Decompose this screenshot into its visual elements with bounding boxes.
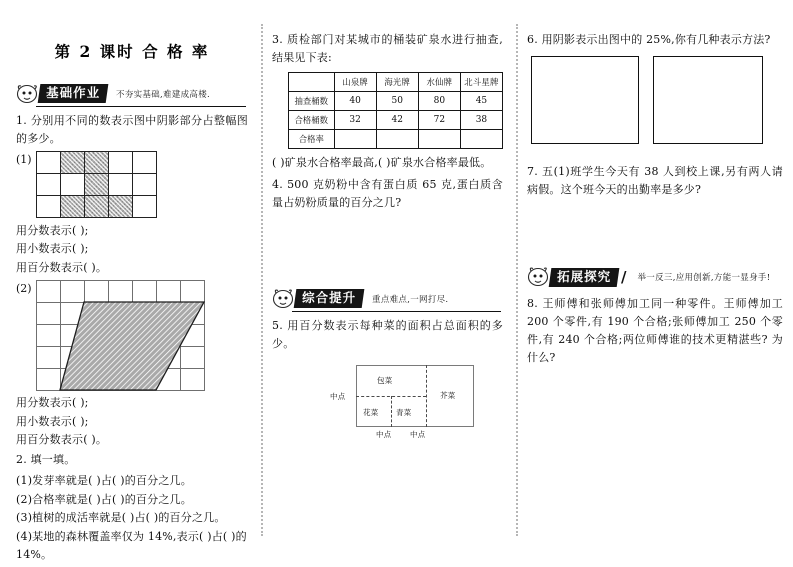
- question-4-stem: 4. 500 克奶粉中含有蛋白质 65 克,蛋白质含量占奶粉质量的百分之几?: [272, 178, 503, 210]
- section-banner-extend: [527, 265, 783, 289]
- banner-underline: [36, 106, 246, 107]
- table-cell: 50: [376, 91, 418, 110]
- table-col-header: 山泉牌: [334, 72, 376, 91]
- garden-midpoint-bottom-2: 中点: [410, 429, 426, 439]
- table-row-header: 合格桶数: [289, 110, 335, 129]
- grid-cell: [37, 196, 61, 218]
- grid-cell: [133, 196, 157, 218]
- grid-cell-shaded: [85, 174, 109, 196]
- table-cell: 80: [418, 91, 460, 110]
- figure-1-wrapper: [16, 151, 248, 218]
- section-label-extend: 拓展探究: [549, 268, 620, 287]
- garden-midpoint-bottom-1: 中点: [376, 429, 392, 439]
- section-subtitle-improve: 重点难点,一网打尽.: [372, 295, 449, 306]
- question-3-followup: ( )矿泉水合格率最高,( )矿泉水合格率最低。: [272, 155, 492, 169]
- table-col-header: 水仙牌: [418, 72, 460, 91]
- garden-diagram: [330, 363, 480, 441]
- question-5-stem: 5. 用百分数表示每种菜的面积占总面积的多少。: [272, 319, 503, 350]
- table-cell: 72: [418, 110, 460, 129]
- table-cell: 40: [334, 91, 376, 110]
- question-2-stem: 2. 填一填。: [16, 453, 76, 467]
- parallelogram-shape: [36, 280, 206, 392]
- answer-box-2[interactable]: [653, 56, 763, 144]
- column-right: [513, 0, 793, 567]
- grid-cell-shaded: [85, 152, 109, 174]
- table-row-header: 合格率: [289, 129, 335, 148]
- section-banner-improve: [272, 287, 503, 311]
- table-row: [289, 91, 503, 110]
- q1-fig1-line-1: 用分数表示( );: [16, 223, 89, 237]
- table-row: [289, 110, 503, 129]
- figure-2-number: (2): [16, 282, 32, 296]
- section-label-improve: 综合提升: [294, 289, 365, 308]
- q2-item-1: (1)发芽率就是( )占( )的百分之几。: [16, 474, 192, 488]
- grid-cell: [37, 152, 61, 174]
- grid-cell: [109, 174, 133, 196]
- grid-cell-shaded: [109, 196, 133, 218]
- table-cell-blank[interactable]: [376, 129, 418, 148]
- inspection-table: [288, 72, 503, 149]
- table-cell-blank[interactable]: [334, 129, 376, 148]
- grid-cell: [37, 174, 61, 196]
- column-middle: [258, 0, 513, 567]
- q2-item-3: (3)植树的成活率就是( )占( )的百分之几。: [16, 511, 226, 525]
- question-6-answer-boxes: [531, 56, 783, 144]
- q2-item-4: (4)某地的森林覆盖率仅为 14%,表示( )占( )的 14%。: [16, 529, 247, 562]
- q2-item-2: (2)合格率就是( )占( )的百分之几。: [16, 492, 192, 506]
- grid-cell: [133, 152, 157, 174]
- figure-1-grid: [36, 151, 157, 218]
- table-row-header: 抽查桶数: [289, 91, 335, 110]
- figure-1-number: (1): [16, 152, 32, 166]
- table-corner-cell: [289, 72, 335, 91]
- grid-cell-shaded: [85, 196, 109, 218]
- table-col-header: 海光牌: [376, 72, 418, 91]
- section-subtitle-basic: 不夯实基础,难建成高楼.: [116, 90, 211, 100]
- question-3-stem: 3. 质检部门对某城市的桶装矿泉水进行抽查,结果见下表:: [272, 33, 503, 64]
- table-header-row: [289, 72, 503, 91]
- table-cell: 32: [334, 110, 376, 129]
- table-cell: 38: [460, 110, 502, 129]
- table-cell: 42: [376, 110, 418, 129]
- question-8-stem: 8. 王师傅和张师傅加工同一种零件。王师傅加工 200 个零件,有 190 个合格;张师傅加工 250 个零件,有 240 个合格;两位师傅谁的技术更精湛些? 为什么?: [527, 297, 783, 364]
- page-title: 第 2 课时 合 格 率: [54, 42, 210, 61]
- table-row: [289, 129, 503, 148]
- garden-plot-label-jiecai: 芥菜: [440, 390, 456, 400]
- grid-cell-shaded: [61, 152, 85, 174]
- table-col-header: 北斗星牌: [460, 72, 502, 91]
- grid-cell: [61, 174, 85, 196]
- table-cell-blank[interactable]: [460, 129, 502, 148]
- garden-divider-vertical-right: [426, 365, 427, 427]
- garden-plot-label-huacai: 花菜: [363, 407, 379, 417]
- garden-divider-vertical-left: [391, 396, 392, 427]
- q1-fig1-line-2: 用小数表示( );: [16, 242, 89, 256]
- banner-slash: /: [621, 268, 627, 287]
- table-cell-blank[interactable]: [418, 129, 460, 148]
- q1-fig1-line-3: 用百分数表示( )。: [16, 260, 108, 274]
- question-6-stem: 6. 用阴影表示出图中的 25%,你有几种表示方法?: [527, 33, 771, 46]
- column-left: [0, 0, 258, 567]
- table-cell: 45: [460, 91, 502, 110]
- banner-underline: [292, 311, 501, 312]
- question-1-stem: 1. 分别用不同的数表示图中阴影部分占整幅图的多少。: [16, 114, 248, 145]
- section-banner-basic: [16, 82, 248, 106]
- q1-fig2-line-3: 用百分数表示( )。: [16, 432, 108, 446]
- grid-cell: [109, 152, 133, 174]
- grid-cell: [133, 174, 157, 196]
- figure-2-grid-wrapper: [36, 280, 204, 390]
- figure-2-wrapper: [16, 280, 248, 390]
- q1-fig2-line-1: 用分数表示( );: [16, 396, 89, 410]
- section-subtitle-extend: 举一反三,应用创新,方能一显身手!: [637, 273, 771, 284]
- grid-cell-shaded: [61, 196, 85, 218]
- garden-midpoint-left: 中点: [330, 391, 346, 401]
- garden-plot-label-baocai: 包菜: [377, 375, 393, 385]
- section-label-basic: 基础作业: [38, 84, 109, 103]
- question-7-stem: 7. 五(1)班学生今天有 38 人到校上课,另有两人请病假。这个班今天的出勤率是多少?: [527, 164, 783, 196]
- answer-box-1[interactable]: [531, 56, 639, 144]
- q1-fig2-line-2: 用小数表示( );: [16, 414, 89, 428]
- garden-plot-label-qingcai: 青菜: [396, 407, 412, 417]
